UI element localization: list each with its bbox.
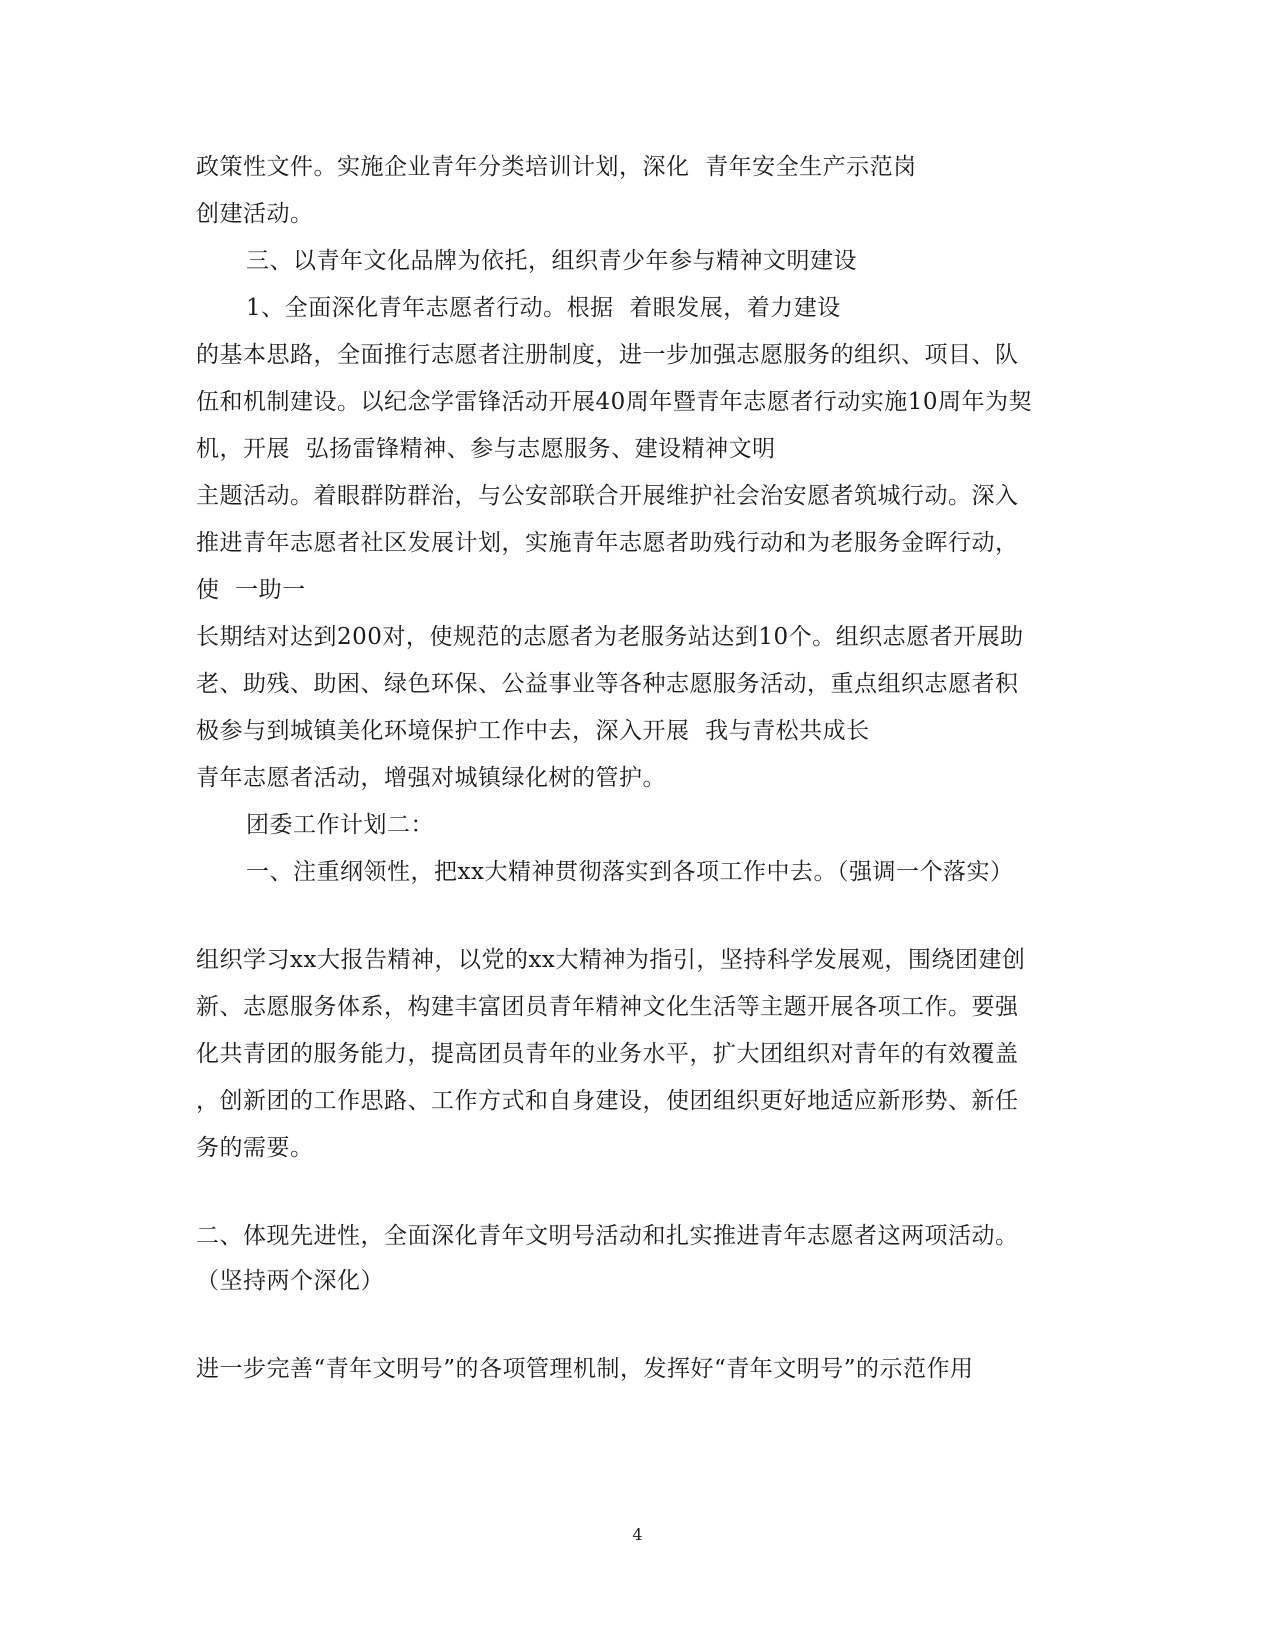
- text-line: 伍和机制建设。以纪念学雷锋活动开展40周年暨青年志愿者行动实施10周年为契: [196, 389, 1033, 415]
- text-line: 务的需要。: [196, 1135, 314, 1161]
- text-line: 组织学习xx大报告精神，以党的xx大精神为指引，坚持科学发展观，围绕团建创: [196, 947, 1026, 973]
- text-line: 使 一助一: [196, 577, 306, 603]
- text-line: 主题活动。着眼群防群治，与公安部联合开展维护社会治安愿者筑城行动。深入: [196, 483, 1019, 509]
- section-heading: 团委工作计划二：: [246, 812, 434, 838]
- text-line: 政策性文件。实施企业青年分类培训计划，深化 青年安全生产示范岗: [196, 154, 917, 180]
- text-line: 推进青年志愿者社区发展计划，实施青年志愿者助残行动和为老服务金晖行动，: [196, 530, 1019, 556]
- text-line: 长期结对达到200对，使规范的志愿者为老服务站达到10个。组织志愿者开展助: [196, 624, 1024, 650]
- text-line: 的基本思路，全面推行志愿者注册制度，进一步加强志愿服务的组织、项目、队: [196, 342, 1019, 368]
- text-line: 青年志愿者活动，增强对城镇绿化树的管护。: [196, 765, 666, 791]
- text-line: 创建活动。: [196, 201, 314, 227]
- text-line: 化共青团的服务能力，提高团员青年的业务水平，扩大团组织对青年的有效覆盖: [196, 1041, 1019, 1067]
- text-line: 进一步完善“青年文明号”的各项管理机制，发挥好“青年文明号”的示范作用: [196, 1356, 974, 1382]
- page-number: 4: [632, 1525, 643, 1544]
- text-line: 极参与到城镇美化环境保护工作中去，深入开展 我与青松共成长: [196, 718, 870, 744]
- section-heading: 三、以青年文化品牌为依托，组织青少年参与精神文明建设: [246, 248, 857, 274]
- text-line: 1、全面深化青年志愿者行动。根据 着眼发展，着力建设: [246, 295, 841, 321]
- text-line: 新、志愿服务体系，构建丰富团员青年精神文化生活等主题开展各项工作。要强: [196, 994, 1019, 1020]
- text-line: 老、助残、助困、绿色环保、公益事业等各种志愿服务活动，重点组织志愿者积: [196, 671, 1019, 697]
- text-line: ，创新团的工作思路、工作方式和自身建设，使团组织更好地适应新形势、新任: [196, 1088, 1019, 1114]
- text-line: 机，开展 弘扬雷锋精神、参与志愿服务、建设精神文明: [196, 436, 776, 462]
- section-heading: 二、体现先进性，全面深化青年文明号活动和扎实推进青年志愿者这两项活动。: [196, 1223, 1019, 1249]
- section-heading: 一、注重纲领性，把xx大精神贯彻落实到各项工作中去。（强调一个落实）: [246, 859, 1014, 885]
- text-line: （坚持两个深化）: [196, 1268, 384, 1294]
